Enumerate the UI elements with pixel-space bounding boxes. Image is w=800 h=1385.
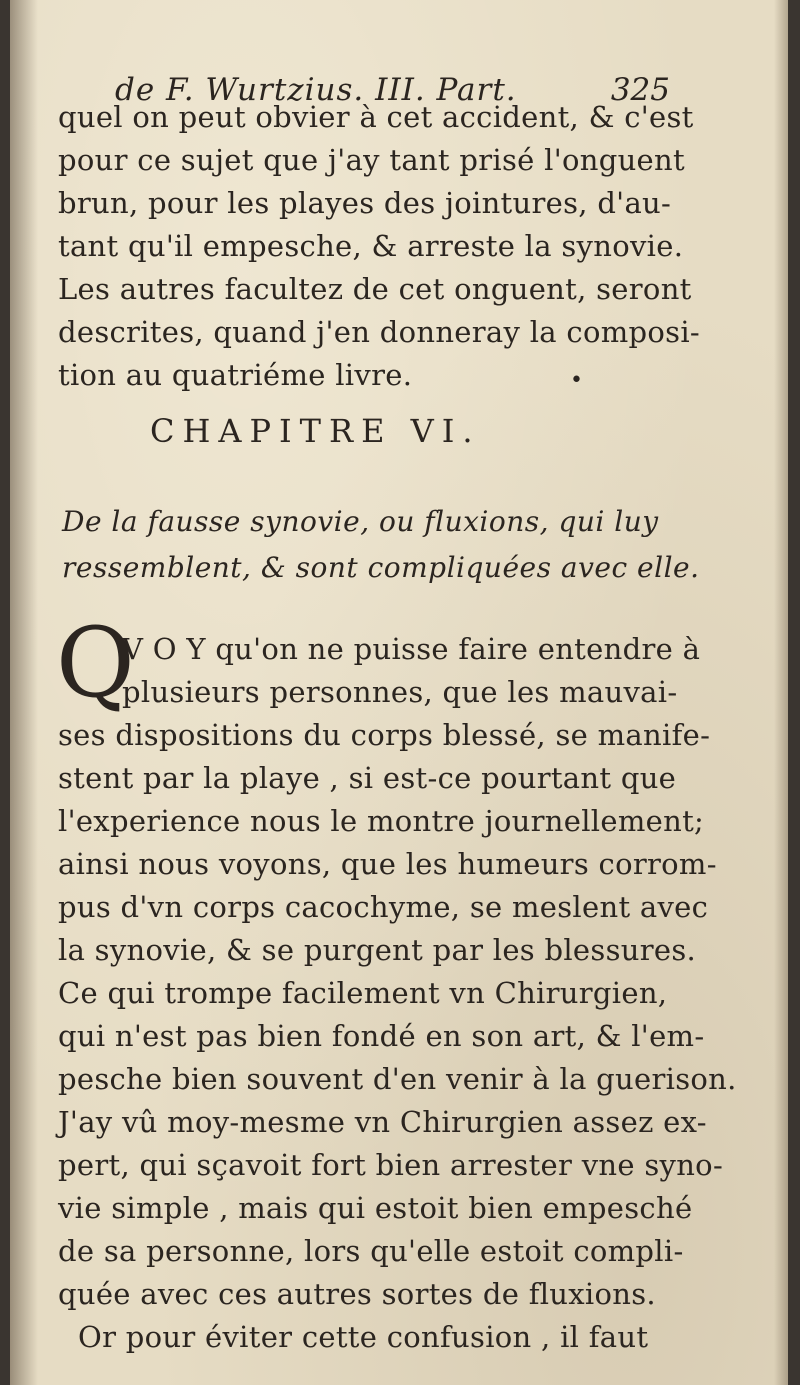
chapter-subtitle-line-1: De la fausse synovie, ou fluxions, qui luy [62, 505, 659, 538]
text-line: pert, qui sçavoit fort bien arrester vne syno- [58, 1148, 724, 1182]
page-gutter-shadow [10, 0, 38, 1385]
text-line: ses dispositions du corps blessé, se manife- [58, 718, 711, 752]
text-line: pesche bien souvent d'en venir à la guerison. [58, 1062, 737, 1096]
text-line: J'ay vû moy-mesme vn Chirurgien assez ex- [58, 1105, 707, 1139]
page-edge-shadow [774, 0, 788, 1385]
chapter-subtitle-line-2: ressemblent, & sont compliquées avec elle. [62, 551, 700, 584]
book-page [10, 0, 788, 1385]
drop-cap-letter: Q [56, 607, 135, 719]
text-line: l'experience nous le montre journellement; [58, 804, 705, 838]
text-line: qui n'est pas bien fondé en son art, & l'em- [58, 1019, 705, 1053]
text-line: V O Y qu'on ne puisse faire entendre à [122, 632, 701, 666]
printer-ornament: • [570, 368, 583, 393]
text-line: de sa personne, lors qu'elle estoit compli- [58, 1234, 684, 1268]
page-number: 325 [610, 72, 670, 108]
text-line: vie simple , mais qui estoit bien empesché [58, 1191, 693, 1225]
text-line: pus d'vn corps cacochyme, se meslent avec [58, 890, 709, 924]
chapter-heading: CHAPITRE VI. [150, 412, 481, 450]
running-head-title: de F. Wurtzius. III. Part. [115, 72, 517, 108]
text-line: tion au quatriéme livre. [58, 358, 413, 392]
text-line: ainsi nous voyons, que les humeurs corrom- [58, 847, 717, 881]
text-line: quée avec ces autres sortes de fluxions. [58, 1277, 656, 1311]
text-line: stent par la playe , si est-ce pourtant que [58, 761, 677, 795]
text-line: la synovie, & se purgent par les blessures. [58, 933, 697, 967]
text-line: Les autres facultez de cet onguent, seront [58, 272, 692, 306]
text-line: brun, pour les playes des jointures, d'au- [58, 186, 672, 220]
text-line: quel on peut obvier à cet accident, & c'est [58, 100, 694, 134]
text-line: pour ce sujet que j'ay tant prisé l'onguent [58, 143, 685, 177]
text-line: tant qu'il empesche, & arreste la synovie. [58, 229, 684, 263]
text-line: plusieurs personnes, que les mauvai- [122, 675, 678, 709]
text-line: Or pour éviter cette confusion , il faut [78, 1320, 649, 1354]
text-line: Ce qui trompe facilement vn Chirurgien, [58, 976, 668, 1010]
text-line: descrites, quand j'en donneray la composi- [58, 315, 700, 349]
